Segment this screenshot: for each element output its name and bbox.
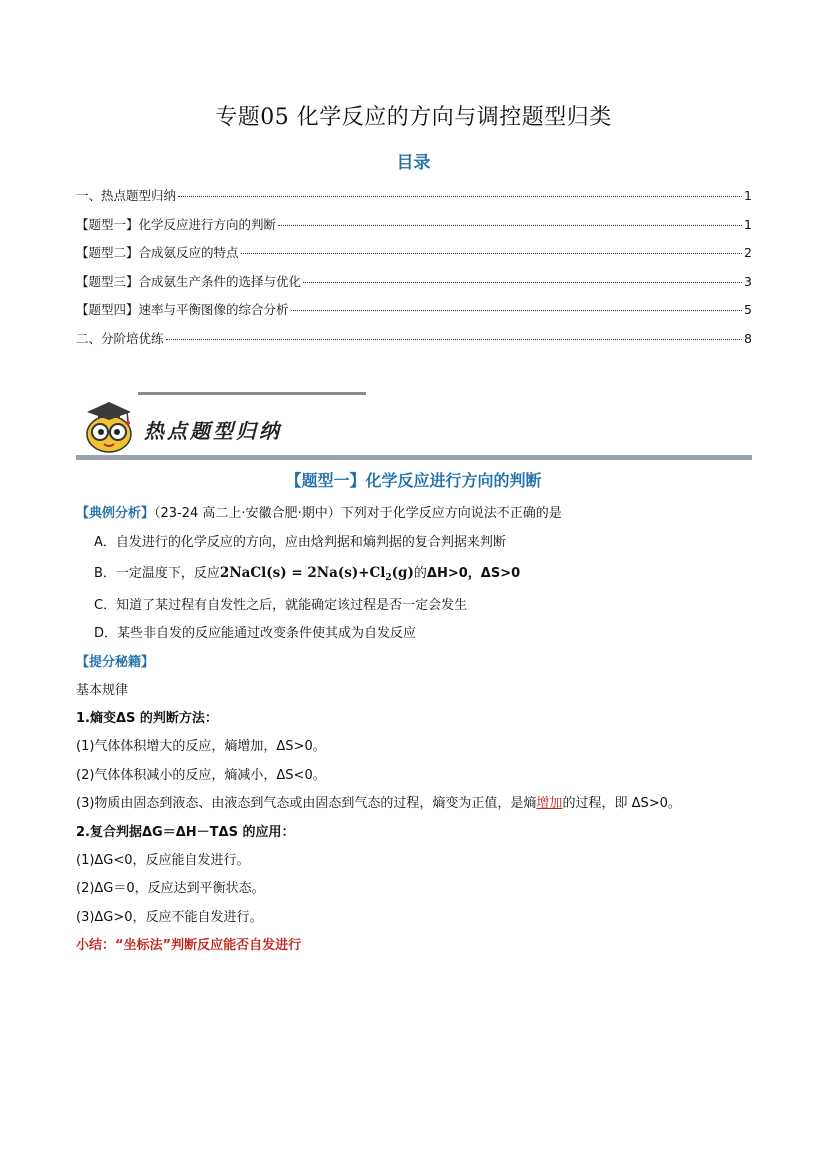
toc-leader-dots — [178, 196, 742, 197]
entropy-highlight: 增加 — [536, 796, 563, 811]
equation-left: 2NaCl(s) = 2Na(s)+Cl — [219, 565, 386, 581]
toc-entry-page: 8 — [744, 330, 752, 346]
toc-entry[interactable] — [76, 186, 752, 215]
gibbs-line-3: (3)ΔG>0，反应不能自发进行。 — [76, 910, 263, 925]
toc-entry-label: 【题型三】合成氨生产条件的选择与优化 — [76, 273, 302, 289]
entropy-line-2: (2)气体体积减小的反应，熵减小，ΔS<0。 — [76, 768, 326, 783]
toc-entry[interactable] — [76, 215, 752, 244]
option-b — [94, 562, 520, 583]
example-tag: 【典例分析】 — [76, 506, 155, 521]
reaction-equation — [220, 565, 414, 581]
toc-entry-page: 1 — [744, 216, 752, 232]
entropy-line-3 — [76, 792, 681, 811]
toc-entry-label: 【题型一】化学反应进行方向的判断 — [76, 216, 277, 232]
toc-entry-page: 3 — [744, 273, 752, 289]
toc-entry-label: 二、分阶培优练 — [76, 330, 164, 346]
toc-leader-dots — [291, 310, 743, 311]
equation-subscript: 2 — [385, 573, 392, 583]
toc-leader-dots — [166, 339, 743, 340]
summary-line: 小结：“坐标法”判断反应能否自发进行 — [76, 938, 302, 953]
option-b-condition: ΔH>0，ΔS>0 — [426, 566, 521, 581]
toc-entry-page: 5 — [744, 302, 752, 317]
example-line — [76, 502, 562, 521]
toc-entry-label: 一、热点题型归纳 — [76, 188, 177, 203]
entropy-line-1: (1)气体体积增大的反应，熵增加，ΔS>0。 — [76, 739, 326, 754]
toc-entry[interactable] — [76, 300, 752, 329]
toc-entry-page: 1 — [744, 188, 752, 203]
toc-entry-page: 2 — [744, 245, 752, 260]
toc-heading: 目录 — [396, 153, 431, 173]
toc-entry[interactable] — [76, 243, 752, 272]
toc-entry[interactable] — [76, 272, 752, 301]
toc-entry-label: 【题型二】合成氨反应的特点 — [76, 245, 239, 260]
toc-leader-dots — [303, 282, 742, 283]
section-banner — [76, 388, 752, 464]
owl-mascot-icon — [82, 394, 136, 454]
option-b-mid: 的 — [413, 566, 427, 581]
example-source: （23-24 高二上·安徽合肥·期中）下列对于化学反应方向说法不正确的是 — [154, 506, 562, 521]
entropy-line-3-suffix: 的过程，即 ΔS>0。 — [562, 796, 681, 811]
equation-right: (g) — [391, 565, 414, 581]
entropy-heading: 1.熵变ΔS 的判断方法： — [76, 711, 218, 726]
gibbs-line-1: (1)ΔG<0，反应能自发进行。 — [76, 853, 250, 868]
toc-leader-dots — [241, 253, 743, 254]
entropy-line-3-prefix: (3)物质由固态到液态、由液态到气态或由固态到气态的过程，熵变为正值，是熵 — [76, 796, 537, 811]
toc-entry[interactable] — [76, 329, 752, 358]
option-d: D．某些非自发的反应能通过改变条件使其成为自发反应 — [94, 626, 417, 641]
tips-tag: 【提分秘籍】 — [76, 655, 155, 670]
gibbs-heading: 2.复合判据ΔG＝ΔH－TΔS 的应用： — [76, 825, 295, 840]
section-heading: 【题型一】化学反应进行方向的判断 — [285, 471, 542, 490]
banner-top-rule — [138, 392, 366, 395]
option-c: C．知道了某过程有自发性之后，就能确定该过程是否一定会发生 — [94, 598, 468, 613]
rule-label: 基本规律 — [76, 683, 129, 698]
gibbs-line-2: (2)ΔG＝0，反应达到平衡状态。 — [76, 881, 265, 896]
option-a: A．自发进行的化学反应的方向，应由焓判据和熵判据的复合判据来判断 — [94, 535, 506, 550]
table-of-contents — [76, 186, 752, 357]
toc-entry-label: 【题型四】速率与平衡图像的综合分析 — [76, 302, 289, 317]
toc-leader-dots — [278, 225, 742, 226]
banner-bottom-rule — [76, 455, 752, 460]
option-b-prefix: B．一定温度下，反应 — [94, 566, 220, 581]
banner-title: 热点题型归纳 — [144, 419, 282, 443]
document-title: 专题05 化学反应的方向与调控题型归类 — [215, 105, 612, 130]
